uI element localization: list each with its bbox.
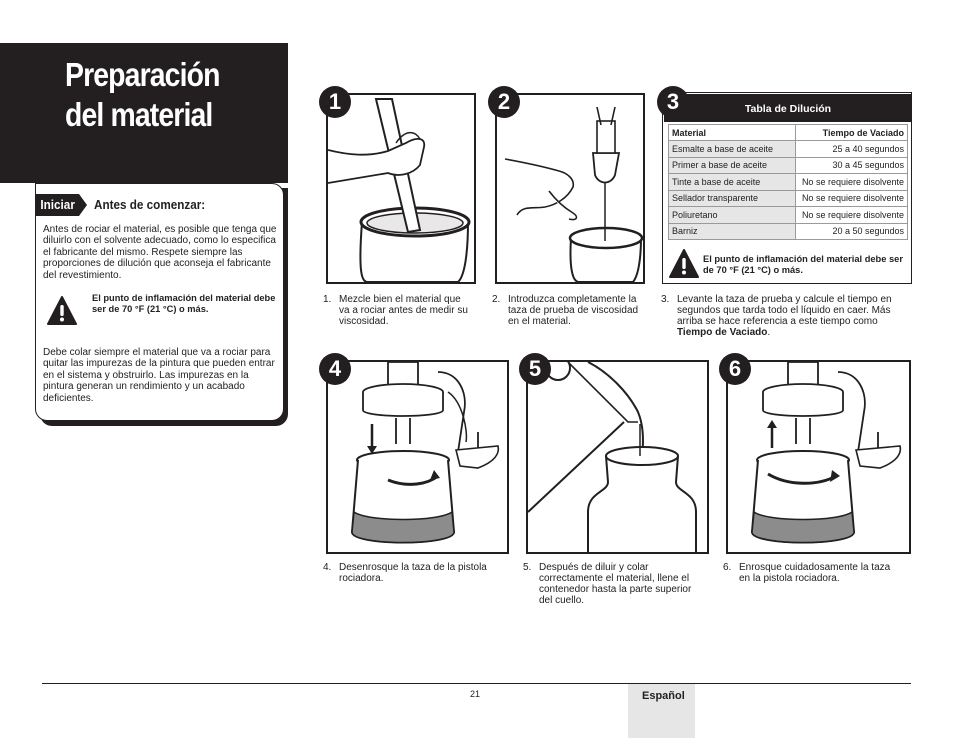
step-3-text-c: . xyxy=(767,327,771,338)
step-3-text-a: Levante la taza de prueba y calcule el tiempo en segundos que tarda todo el líquido en caer. Más arriba se hace referencia a este tiempo como xyxy=(677,294,892,327)
step-3-text xyxy=(677,294,913,338)
col-time: Tiempo de Vaciado xyxy=(796,125,908,141)
step-5-text: Después de diluir y colar correctamente el material, llene el contenedor hasta la parte superior del cuello. xyxy=(539,562,692,606)
table-header-row xyxy=(669,125,908,141)
row-time: No se requiere disolvente xyxy=(796,190,908,207)
language-label: Español xyxy=(642,690,685,702)
step-5-number: 5 xyxy=(519,353,551,385)
row-material: Tinte a base de aceite xyxy=(669,174,796,191)
row-material: Primer a base de aceite xyxy=(669,157,796,174)
dilution-table-title: Tabla de Dilución xyxy=(664,94,912,122)
mixing-stick-illustration xyxy=(328,95,474,282)
row-time: No se requiere disolvente xyxy=(796,207,908,224)
row-time: 25 a 40 segundos xyxy=(796,141,908,158)
unscrew-cup-illustration xyxy=(328,362,507,552)
tag-arrow xyxy=(79,194,87,216)
step-1-text: Mezcle bien el material que va a rociar antes de medir su viscosidad. xyxy=(339,294,468,327)
viscosity-cup-illustration xyxy=(497,95,643,282)
step-5-illustration xyxy=(526,360,709,554)
table-row xyxy=(669,207,908,224)
footer-rule xyxy=(42,683,911,684)
table-row xyxy=(669,157,908,174)
iniciar-label: Iniciar xyxy=(40,197,75,212)
row-time: 20 a 50 segundos xyxy=(796,223,908,240)
step-6-illustration xyxy=(726,360,911,554)
table-row xyxy=(669,174,908,191)
sidebar-paragraph-2: Debe colar siempre el material que va a rociar para quitar las impurezas de la pintura que pueden entrar en el sistema y obstruirlo. Las impurezas en la pintura generan un rendimiento y un acabado deficientes. xyxy=(43,347,275,404)
step-2-index: 2. xyxy=(492,294,501,305)
table-row xyxy=(669,141,908,158)
step-2-number: 2 xyxy=(488,86,520,118)
step-6-number: 6 xyxy=(719,353,751,385)
step-3-caption xyxy=(661,294,913,338)
table-row xyxy=(669,190,908,207)
title-line-2: del material xyxy=(65,96,213,133)
step-5-caption xyxy=(523,562,709,612)
fill-container-illustration xyxy=(528,362,707,552)
dilution-table xyxy=(664,94,912,240)
row-time: 30 a 45 segundos xyxy=(796,157,908,174)
step-2-illustration xyxy=(495,93,645,284)
step-3-text-bold: Tiempo de Vaciado xyxy=(677,327,768,338)
row-material: Barniz xyxy=(669,223,796,240)
step-6-caption xyxy=(723,562,909,602)
sidebar-heading: Antes de comenzar: xyxy=(94,197,206,212)
sidebar-paragraph-1: Antes de rociar el material, es posible que tenga que diluirlo con el solvente adecuado, como lo especifica el fabricante del mismo. Respete siempre las proporciones de dilución que aconseja el fabricante del revestimiento. xyxy=(43,224,277,281)
title-line-1: Preparación xyxy=(65,56,220,93)
step-5-index: 5. xyxy=(523,562,532,573)
row-time: No se requiere disolvente xyxy=(796,174,908,191)
step-3-number: 3 xyxy=(657,86,689,118)
step-4-index: 4. xyxy=(323,562,332,573)
step-6-index: 6. xyxy=(723,562,732,573)
step-1-number: 1 xyxy=(319,86,351,118)
step-2-caption xyxy=(492,294,642,334)
step-4-illustration xyxy=(326,360,509,554)
step-1-index: 1. xyxy=(323,294,332,305)
table-row xyxy=(669,223,908,240)
step-2-text: Introduzca completamente la taza de prueba de viscosidad en el material. xyxy=(508,294,639,327)
step-4-caption xyxy=(323,562,509,602)
step-6-text: Enrosque cuidadosamente la taza en la pistola rociadora. xyxy=(739,562,891,584)
warning-icon xyxy=(669,249,699,279)
row-material: Esmalte a base de aceite xyxy=(669,141,796,158)
col-material: Material xyxy=(669,125,796,141)
row-material: Sellador transparente xyxy=(669,190,796,207)
row-material: Poliuretano xyxy=(669,207,796,224)
iniciar-tag xyxy=(35,194,79,216)
step-4-number: 4 xyxy=(319,353,351,385)
step-1-caption xyxy=(323,294,471,334)
page-number: 21 xyxy=(470,689,481,699)
warning-icon xyxy=(47,296,77,326)
table-warning: El punto de inflamación del material debe ser de 70 °F (21 °C) o más. xyxy=(703,254,903,275)
sidebar-warning: El punto de inflamación del material debe ser de 70 °F (21 °C) o más. xyxy=(92,293,276,314)
step-4-text: Desenrosque la taza de la pistola rociadora. xyxy=(339,562,487,584)
page-title xyxy=(65,55,254,135)
dilution-table-grid xyxy=(668,124,908,240)
step-3-index: 3. xyxy=(661,294,670,305)
screw-cup-illustration xyxy=(728,362,909,552)
step-1-illustration xyxy=(326,93,476,284)
